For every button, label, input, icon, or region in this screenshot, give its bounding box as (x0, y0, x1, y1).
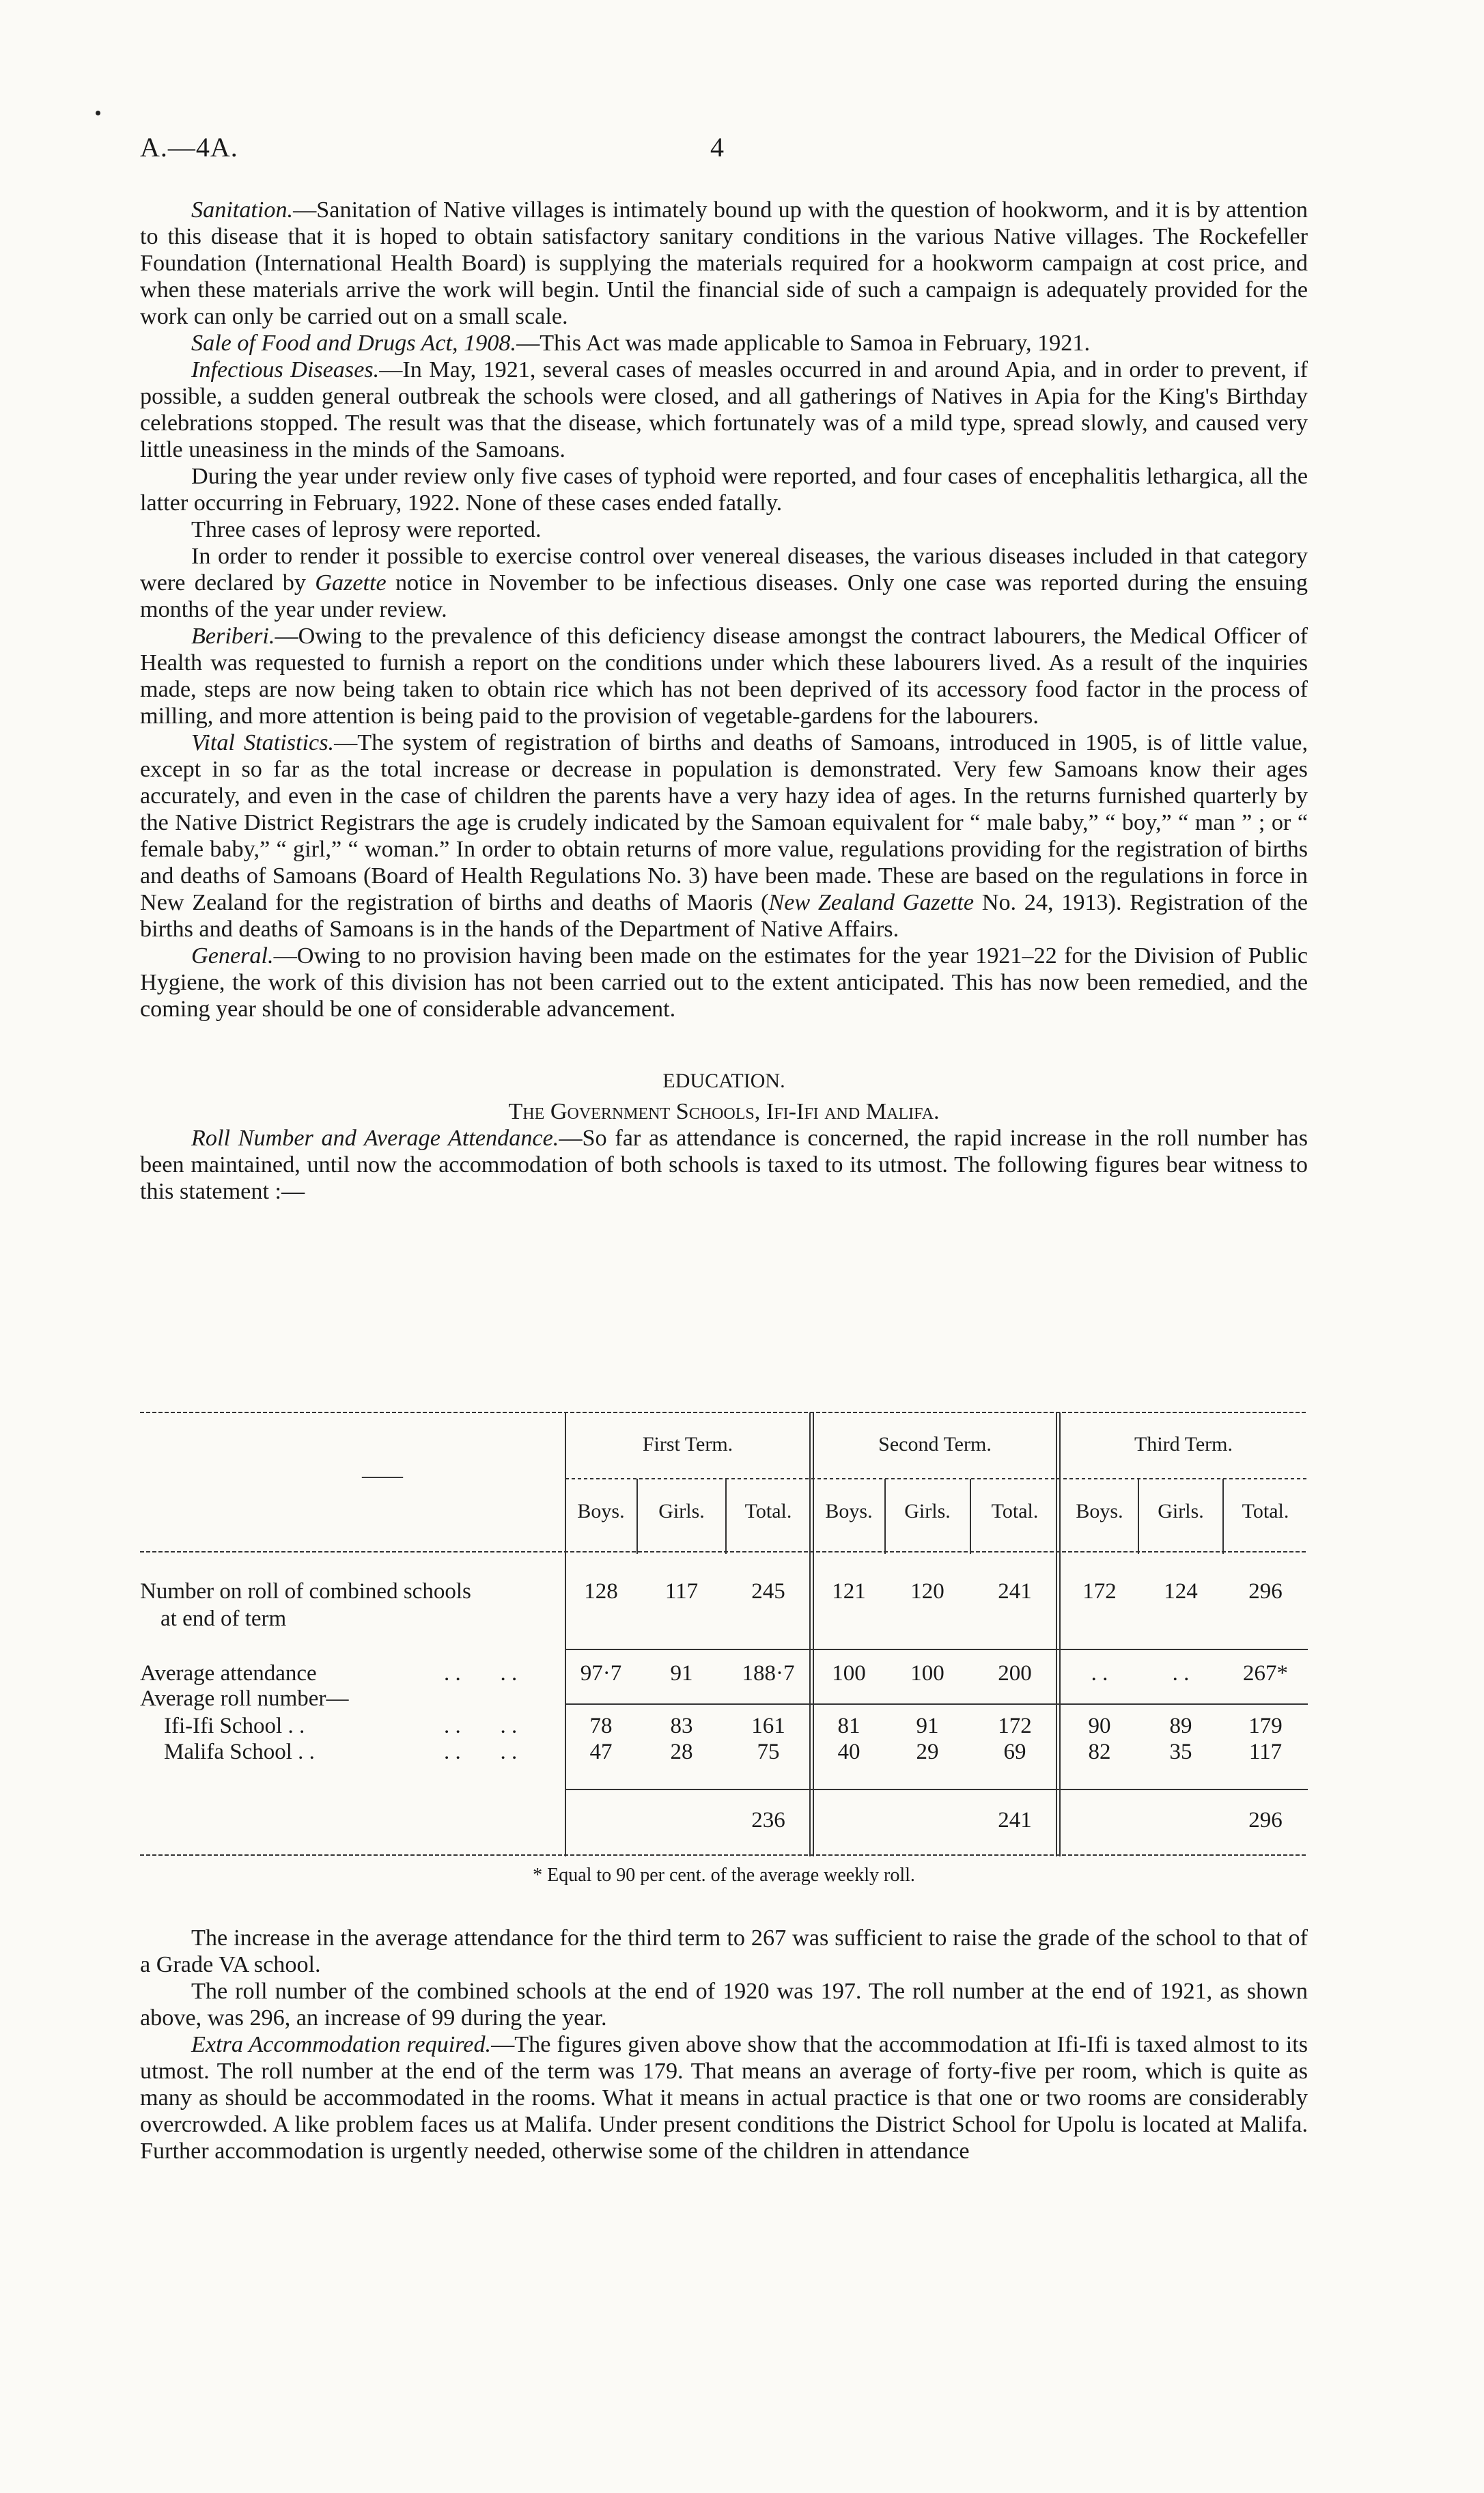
general-text: —Owing to no provision having been made on the estimates for the year 1921–22 for the Division of Public Hygiene, the work of this division has not been carried out to the extent anticipated. This has now been remedied, and the coming year should be one of considerable advancement. (140, 943, 1308, 1022)
row-label-avgroll: Average roll number— (140, 1686, 349, 1711)
paragraph-typhoid: During the year under review only five cases of typhoid were reported, and four cases of encephalitis lethargica, all the latter occurring in February, 1922. None of these cases ended fatally. (140, 464, 1308, 516)
table-cell-roll-0: 128 (584, 1579, 618, 1604)
body-text-lower (140, 1925, 1308, 2164)
vital-gazette: New Zealand Gazette (768, 890, 975, 915)
table-cell-ifi-1: 83 (670, 1714, 693, 1738)
table-cell-avg-4: 100 (910, 1661, 944, 1686)
table-cell-total-0: 236 (751, 1808, 785, 1833)
paragraph-extra (140, 2031, 1308, 2164)
sanitation-text: —Sanitation of Native villages is intimately bound up with the question of hookworm, and it is by attention to this disease that it is hoped to obtain satisfactory sanitary conditions in the various Native villages. The Rockefeller Foundation (International Health Board) is supplying the materials required for a hookworm campaign at cost price, and when these materials arrive the work will begin. Until the financial side of such a campaign is adequately provided for the work can only be carried out on a small scale. (140, 197, 1308, 329)
table-cell-avg-1: 91 (670, 1661, 693, 1686)
paragraph-leprosy: Three cases of leprosy were reported. (191, 517, 542, 542)
page-number: 4 (710, 132, 724, 163)
table-cell-malifa-3: 40 (837, 1740, 860, 1764)
venereal-text-b: notice in November to be infectious diseases. Only one case was reported during the ensuing months of the year under review. (140, 570, 1308, 622)
extra-text: —The figures given above show that the accommodation at Ifi-Ifi is taxed almost to its utmost. The roll number at the end of the term was 179. That means an average of forty-five per room, which is quite as many as should be accommodated in the rooms. What it means in actual practice is that one or two rooms are considerably overcrowded. A like problem faces us at Malifa. Under present conditions the District School for Upolu is located at Malifa. Further accommodation is urgently needed, otherwise some of the children in attendance (140, 2032, 1308, 2164)
table-cell-roll-1: 117 (664, 1579, 699, 1604)
table-cell-ifi-4: 91 (916, 1714, 939, 1738)
table-footnote: * Equal to 90 per cent. of the average weekly roll. (533, 1865, 915, 1886)
subhead-boys-2: Boys. (825, 1500, 873, 1522)
table-cell-malifa-2: 75 (757, 1740, 780, 1764)
row-dots-ifi: . . . . (444, 1714, 518, 1738)
subhead-total-3: Total. (1242, 1500, 1289, 1522)
table-cell-ifi-2: 161 (751, 1714, 785, 1738)
table-cell-avg-5: 200 (998, 1661, 1032, 1686)
table-cell-total-1: 241 (998, 1808, 1032, 1833)
table-cell-ifi-6: 90 (1088, 1714, 1111, 1738)
row-label-ifi: Ifi-Ifi School . . (164, 1714, 305, 1738)
document-reference: A.—4A. (140, 132, 238, 163)
table-cell-roll-7: 124 (1164, 1579, 1198, 1604)
education-heading: EDUCATION. (662, 1070, 785, 1092)
vital-text-a: —The system of registration of births and deaths of Samoans, introduced in 1905, is of little value, except in so far as the total increase or decrease in population is demonstrated. Very few Samoans know their ages accurately, and even in the case of children the parents have a very hazy idea of ages. In the returns furnished quarterly by the Native District Registrars the age is crudely indicated by the Samoan equivalent for “ male baby,” “ boy,” “ man ” ; or “ female baby,” “ girl,” “ woman.” In order to obtain returns of more value, regulations providing for the registration of births and deaths of Samoans (Board of Health Regulations No. 3) have been made. These are based on the regulations in force in New Zealand for the registration of births and deaths of Maoris ( (140, 730, 1308, 915)
table-cell-avg-3: 100 (832, 1661, 866, 1686)
venereal-text-a: In order to render it possible to exercise control over venereal diseases, the various diseases included in that category were declared by (140, 544, 1308, 596)
subhead-girls-1: Girls. (658, 1500, 705, 1522)
table-cell-ifi-0: 78 (589, 1714, 613, 1738)
table-cell-avg-6: . . (1091, 1661, 1108, 1686)
paragraph-increase: The increase in the average attendance for the third term to 267 was sufficient to raise the grade of the school to that of a Grade VA school. (140, 1925, 1308, 1977)
vital-title: Vital Statistics. (191, 730, 335, 755)
extra-title: Extra Accommodation required. (191, 2032, 492, 2057)
table-cell-ifi-5: 172 (998, 1714, 1032, 1738)
roll-title: Roll Number and Average Attendance. (191, 1126, 559, 1151)
row-label-malifa: Malifa School . . (164, 1740, 315, 1764)
table-cell-avg-7: . . (1172, 1661, 1190, 1686)
infectious-title: Infectious Diseases. (191, 357, 380, 382)
term-first: First Term. (642, 1433, 733, 1456)
sanitation-title: Sanitation. (191, 197, 294, 223)
table-cell-roll-2: 245 (751, 1579, 785, 1604)
table-cell-malifa-5: 69 (1003, 1740, 1026, 1764)
table-cell-ifi-3: 81 (837, 1714, 860, 1738)
row-label-roll-2: at end of term (160, 1606, 287, 1631)
sale-title: Sale of Food and Drugs Act, 1908. (191, 331, 517, 356)
subhead-girls-3: Girls. (1158, 1500, 1204, 1522)
table-cell-malifa-4: 29 (916, 1740, 939, 1764)
general-title: General. (191, 943, 274, 969)
subhead-total-2: Total. (991, 1500, 1039, 1522)
roll-text: —So far as attendance is concerned, the rapid increase in the roll number has been maintained, until now the accommodation of both schools is taxed to its utmost. The following figures bear witness to this statement :— (140, 1126, 1308, 1204)
row-dots-malifa: . . . . (444, 1740, 518, 1764)
table-cell-ifi-8: 179 (1248, 1714, 1283, 1738)
table-cell-avg-0: 97·7 (580, 1661, 622, 1686)
table-cell-malifa-7: 35 (1169, 1740, 1192, 1764)
table-cell-roll-6: 172 (1082, 1579, 1117, 1604)
sale-text: —This Act was made applicable to Samoa in February, 1921. (516, 331, 1091, 356)
schools-heading: The Government Schools, Ifi-Ifi and Malifa. (508, 1099, 940, 1124)
row-dots-avg: . . . . (444, 1661, 518, 1686)
vital-text-b: No. 24, 1913). Registration of the births and deaths of Samoans is in the hands of the Department of Native Affairs. (140, 890, 1308, 942)
subhead-total-1: Total. (744, 1500, 792, 1522)
table-cell-malifa-6: 82 (1088, 1740, 1111, 1764)
table-cell-ifi-7: 89 (1169, 1714, 1192, 1738)
subhead-boys-1: Boys. (577, 1500, 625, 1522)
table-cell-malifa-0: 47 (589, 1740, 613, 1764)
term-third: Third Term. (1134, 1433, 1233, 1456)
term-second: Second Term. (878, 1433, 992, 1456)
table-cell-malifa-1: 28 (670, 1740, 693, 1764)
beriberi-text: —Owing to the prevalence of this deficiency disease amongst the contract labourers, the Medical Officer of Health was requested to furnish a report on the conditions under which these labourers lived. As a result of the inquiries made, steps are now being taken to obtain rice which has not been deprived of its accessory food factor in the process of milling, and more attention is being paid to the provision of vegetable-gardens for the labourers. (140, 624, 1308, 729)
table-cell-roll-3: 121 (832, 1579, 866, 1604)
table-cell-malifa-8: 117 (1248, 1740, 1283, 1764)
table-cell-roll-4: 120 (910, 1579, 944, 1604)
infectious-text: —In May, 1921, several cases of measles occurred in and around Apia, and in order to prevent, if possible, a sudden general outbreak the schools were closed, and all gatherings of Natives in Apia for the King's Birthday celebrations stopped. The result was that the disease, which fortunately was of a mild type, spread slowly, and caused very little uneasiness in the minds of the Samoans. (140, 357, 1308, 462)
table-cell-roll-8: 296 (1248, 1579, 1283, 1604)
paragraph-roll-number: The roll number of the combined schools at the end of 1920 was 197. The roll number at the end of 1921, as shown above, was 296, an increase of 99 during the year. (140, 1979, 1308, 2031)
table-cell-avg-2: 188·7 (742, 1661, 795, 1686)
row-label-avg: Average attendance (140, 1661, 317, 1686)
table-cell-total-2: 296 (1248, 1808, 1283, 1833)
table-cell-avg-8: 267* (1243, 1661, 1288, 1686)
subhead-girls-2: Girls. (904, 1500, 951, 1522)
row-label-roll-1: Number on roll of combined schools (140, 1579, 471, 1604)
table-cell-roll-5: 241 (998, 1579, 1032, 1604)
venereal-gazette: Gazette (315, 570, 387, 596)
beriberi-title: Beriberi. (191, 624, 275, 649)
stub-header: —— (362, 1464, 403, 1487)
subhead-boys-3: Boys. (1076, 1500, 1123, 1522)
